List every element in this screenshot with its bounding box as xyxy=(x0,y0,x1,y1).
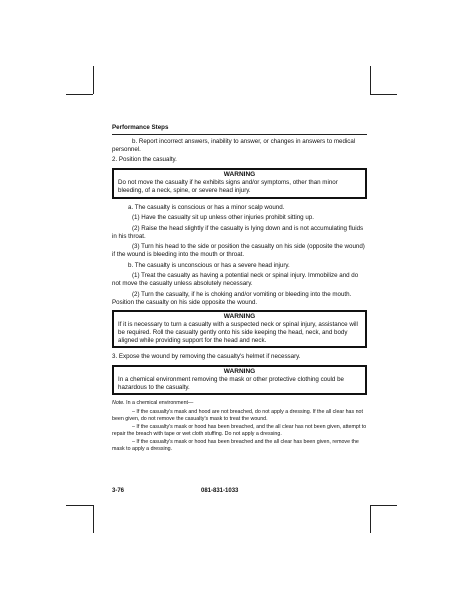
warning-text: In a chemical environment removing the mask or other protective clothing could be hazardous to the casualty. xyxy=(118,376,344,391)
warning-text: Do not move the casualty if he exhibits signs and/or symptoms, other than minor bleeding, of a neck, spine, or severe head injury. xyxy=(118,179,338,194)
crop-mark xyxy=(370,505,397,506)
crop-mark xyxy=(93,66,94,94)
warning-text: If it is necessary to turn a casualty with a suspected neck or spinal injury, assistance will be required. Roll the casualty gently onto his side keeping the head, neck, and body aligned while providing support for the head and neck. xyxy=(118,321,358,344)
warning-title: WARNING xyxy=(223,313,256,321)
warning-box xyxy=(112,310,367,348)
task-number: 081-831-1033 xyxy=(201,488,239,494)
step-2-heading: 2. Position the casualty. xyxy=(112,156,177,164)
step-2a-1: (1) Have the casualty sit up unless other injuries prohibit sitting up. xyxy=(132,214,314,222)
page-content xyxy=(112,124,367,453)
note-block xyxy=(112,400,367,452)
page-number: 3-76 xyxy=(112,488,125,494)
warning-title: WARNING xyxy=(223,171,256,179)
warning-box xyxy=(112,168,367,198)
note-item: – If the casualty's mask or hood has been breached, and the all clear has not been given, attempt to repair the breach with tape or wet cloth stuffing. Do not apply a dressing. xyxy=(112,424,367,437)
crop-mark xyxy=(66,505,93,506)
crop-mark xyxy=(370,505,371,533)
crop-mark xyxy=(66,94,93,95)
step-1b: b. Report incorrect answers, inability to answer, or changes in answers to medical personnel. xyxy=(112,138,356,153)
section-header: Performance Steps xyxy=(112,124,367,135)
step-2a-3: (3) Turn his head to the side or position the casualty on his side (opposite the wound) if the wound is bleeding into the mouth or throat. xyxy=(112,243,365,259)
crop-mark xyxy=(370,94,397,95)
step-2b-2: (2) Turn the casualty, if he is choking and/or vomiting or bleeding into the mouth. Position the casualty on his side opposite the wound. xyxy=(112,290,352,306)
step-2a-2: (2) Raise the head slightly if the casualty is lying down and is not accumulating fluids in his throat. xyxy=(112,224,364,240)
step-3-heading: 3. Expose the wound by removing the casualty's helmet if necessary. xyxy=(112,353,301,361)
crop-mark xyxy=(370,66,371,94)
step-2b: b. The casualty is unconscious or has a severe head injury. xyxy=(128,261,290,269)
note-item: – If the casualty's mask or hood has been breached and the all clear has been given, remove the mask to apply a dressing. xyxy=(112,439,359,453)
note-label: Note. xyxy=(112,400,125,407)
step-2b-1: (1) Treat the casualty as having a potential neck or spinal injury. Immobilize and do not move the casualty unless absolutely necessary. xyxy=(112,272,359,288)
warning-title: WARNING xyxy=(223,368,256,376)
note-intro: In a chemical environment— xyxy=(126,400,194,407)
step-2a: a. The casualty is conscious or has a minor scalp wound. xyxy=(128,203,285,211)
warning-box xyxy=(112,365,367,395)
crop-mark xyxy=(93,505,94,533)
note-item: – If the casualty's mask and hood are not breached, do not apply a dressing. If the all clear has not been given, do not remove the casualty's mask to treat the wound. xyxy=(112,409,363,422)
